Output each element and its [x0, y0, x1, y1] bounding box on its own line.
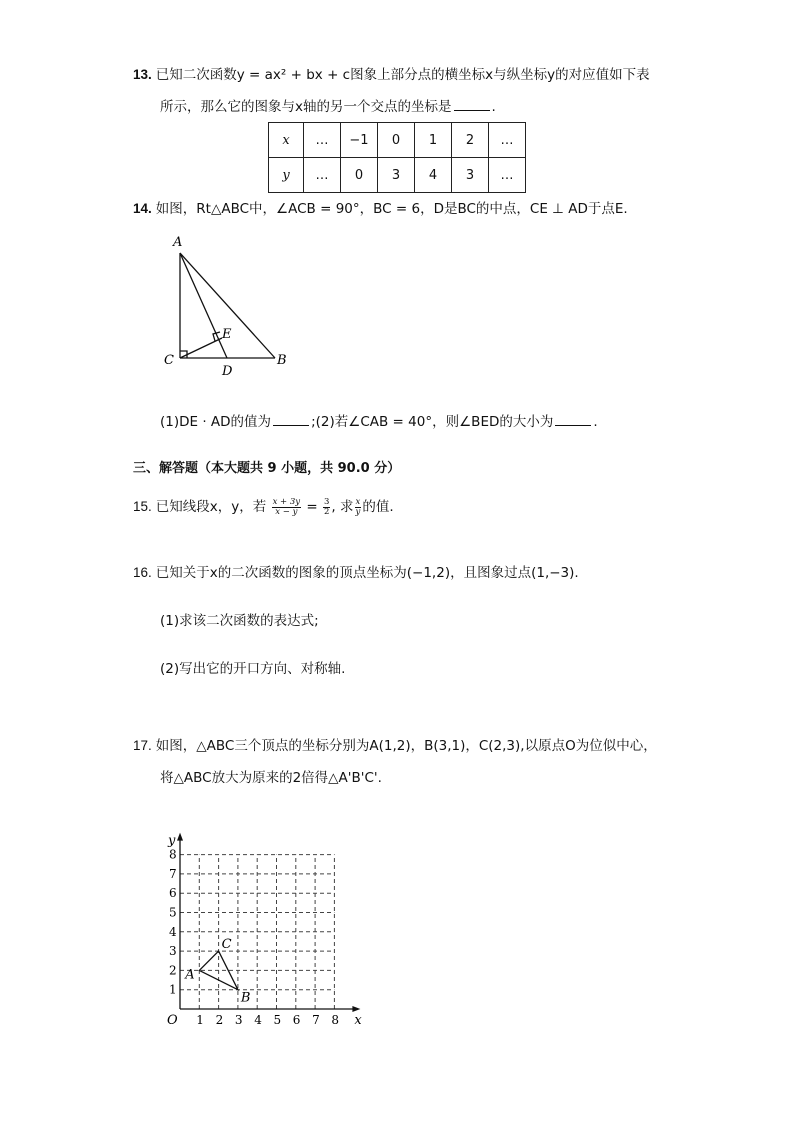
triangle-figure — [155, 228, 305, 378]
table-cell: 4 — [415, 158, 452, 193]
table-cell: 1 — [415, 123, 452, 158]
segment-ab — [180, 253, 275, 358]
table-cell: … — [304, 123, 341, 158]
x-tick-label: 1 — [196, 1013, 204, 1027]
x-tick-label: 2 — [215, 1013, 224, 1027]
label-c: C — [164, 353, 174, 368]
label-b: B — [277, 353, 287, 368]
q14-subquestions — [160, 413, 598, 431]
y-tick-label: 2 — [169, 963, 177, 978]
label-e: E — [222, 327, 232, 342]
y-axis-arrow-icon — [177, 833, 183, 841]
table-cell: x — [269, 123, 304, 158]
fraction — [272, 498, 302, 517]
q16-sub1: (1)求该二次函数的表达式; — [160, 613, 319, 629]
x-tick-label: 8 — [331, 1013, 340, 1027]
fraction-numerator: x — [355, 496, 361, 507]
point-label-c: C — [221, 937, 232, 953]
table-row — [269, 123, 526, 158]
fraction — [323, 498, 330, 517]
x-axis-arrow-icon — [352, 1006, 360, 1012]
x-tick-label: 4 — [254, 1013, 262, 1027]
x-tick-label: 7 — [312, 1013, 320, 1027]
fraction — [355, 498, 362, 517]
table-cell: 0 — [378, 123, 415, 158]
answer-blank — [273, 413, 309, 426]
segment-ad — [180, 253, 227, 358]
q13-text-2: 所示，那么它的图象与x轴的另一个交点的坐标是 — [160, 99, 452, 115]
q14-number: 14. — [133, 201, 152, 216]
q16-line1 — [133, 564, 579, 582]
q17-line1 — [133, 737, 657, 755]
table-cell: 2 — [452, 123, 489, 158]
q13-text: 已知二次函数y = ax² + bx + c图象上部分点的横坐标x与纵坐标y的对应值如下表 — [155, 67, 650, 83]
x-tick-label: 5 — [273, 1013, 282, 1027]
y-tick-label: 8 — [169, 847, 177, 862]
y-tick-label: 1 — [169, 982, 177, 997]
q16-sub2: (2)写出它的开口方向、对称轴. — [160, 661, 346, 677]
y-tick-label: 5 — [169, 905, 177, 920]
point-label-b: B — [240, 990, 251, 1006]
table-row — [269, 158, 526, 193]
y-tick-label: 7 — [169, 866, 177, 881]
table-cell: 3 — [452, 158, 489, 193]
q14-sub-2: ;(2)若∠CAB = 40°，则∠BED的大小为 — [311, 414, 554, 430]
fraction-denominator: y — [355, 506, 361, 517]
q15-line — [133, 496, 394, 518]
q13-number: 13. — [133, 67, 152, 82]
label-d: D — [222, 364, 233, 378]
table-cell: 3 — [378, 158, 415, 193]
q17-text: 如图，△ABC三个顶点的坐标分别为A(1,2)，B(3,1)，C(2,3),以原点O为位似中心， — [155, 738, 657, 754]
x-axis-label: x — [354, 1013, 362, 1028]
table-cell: … — [304, 158, 341, 193]
fraction-denominator: 2 — [324, 506, 330, 517]
q14-period: . — [593, 414, 598, 430]
q17-line2: 将△ABC放大为原来的2倍得△A'B'C'. — [160, 770, 382, 786]
fraction-denominator: x − y — [275, 506, 298, 517]
table-cell: 0 — [341, 158, 378, 193]
y-tick-label: 6 — [169, 886, 177, 901]
q14-line1 — [133, 200, 628, 218]
point-label-a: A — [185, 967, 195, 983]
section-heading: 三、解答题（本大题共 9 小题，共 90.0 分） — [133, 461, 401, 476]
q13-period: . — [491, 99, 496, 115]
answer-blank — [454, 98, 490, 111]
q17-number: 17. — [133, 738, 152, 753]
y-tick-label: 3 — [169, 944, 177, 959]
equals-sign: = — [306, 499, 318, 515]
x-tick-label: 3 — [234, 1013, 243, 1027]
answer-blank — [555, 413, 591, 426]
q15-number: 15. — [133, 499, 152, 514]
fraction-numerator: 3 — [324, 496, 330, 507]
y-axis-label: y — [168, 833, 176, 849]
table-cell: … — [489, 123, 526, 158]
q13-line2 — [160, 98, 496, 116]
coordinate-grid — [150, 822, 370, 1032]
segment-ce — [180, 338, 222, 358]
y-tick-label: 4 — [169, 924, 177, 939]
label-a: A — [173, 235, 183, 250]
q16-number: 16. — [133, 565, 152, 580]
q13-line1 — [133, 66, 650, 84]
table-cell: … — [489, 158, 526, 193]
q14-text: 如图，Rt△ABC中，∠ACB = 90°，BC = 6，D是BC的中点，CE ⊥ AD于点E. — [155, 201, 628, 217]
q15-text-2: , 求 — [331, 499, 354, 515]
q14-sub-1: (1)DE · AD的值为 — [160, 414, 272, 430]
value-table — [268, 122, 526, 193]
table-cell: −1 — [341, 123, 378, 158]
table-cell: y — [269, 158, 304, 193]
q16-text: 已知关于x的二次函数的图象的顶点坐标为(−1,2)，且图象过点(1,−3). — [155, 565, 579, 581]
q15-text-1: 已知线段x，y，若 — [155, 499, 267, 515]
q15-text-3: 的值. — [362, 499, 394, 515]
x-tick-label: 6 — [292, 1013, 301, 1027]
origin-label: O — [167, 1013, 178, 1028]
fraction-numerator: x + 3y — [272, 496, 301, 507]
